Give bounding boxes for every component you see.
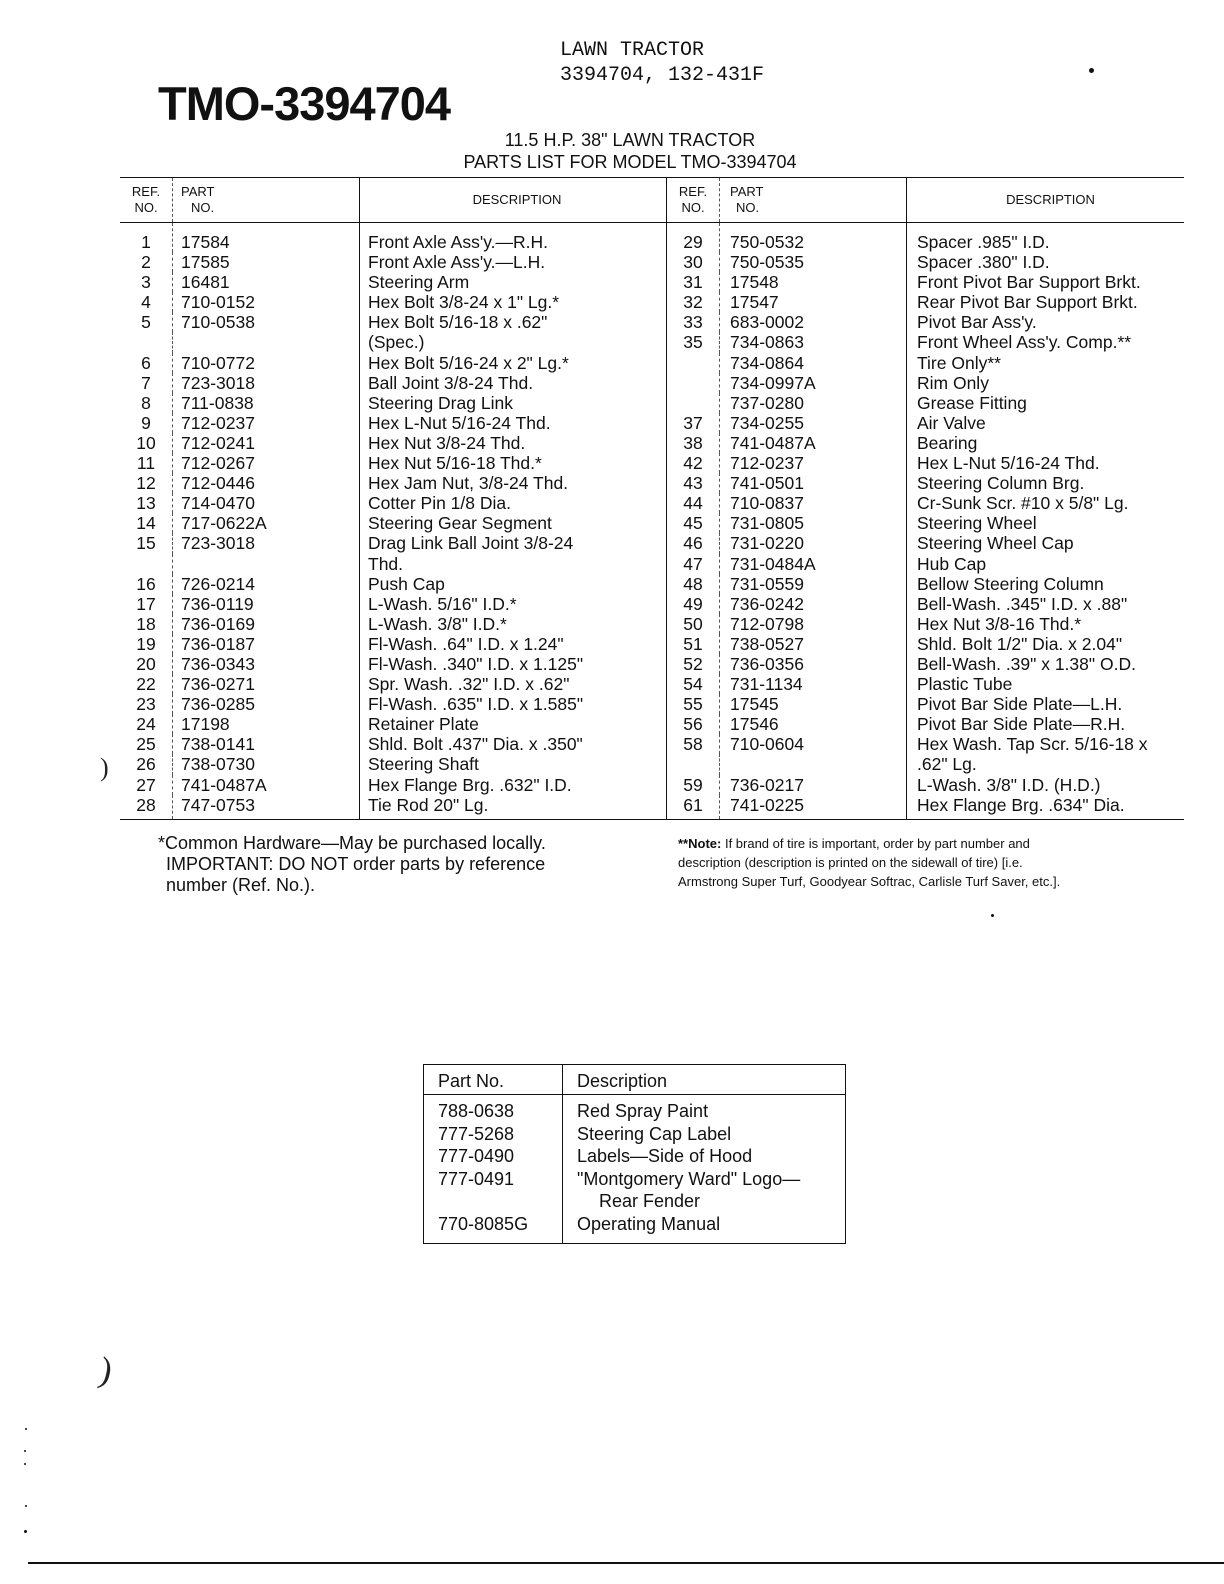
description-cell: Hex Nut 5/16-18 Thd.*: [360, 453, 667, 473]
ref-no-cell: 37: [667, 413, 720, 433]
ref-no-cell: 49: [667, 594, 720, 614]
part-no-cell: 17584: [173, 223, 360, 253]
description-cell: Spr. Wash. .32" I.D. x .62": [360, 674, 667, 694]
table-row: [424, 1123, 846, 1146]
ref-no-cell: 46: [667, 533, 720, 553]
ref-no-cell: 55: [667, 694, 720, 714]
ref-no-cell: 19: [120, 634, 173, 654]
table-row: [120, 493, 1184, 513]
ref-no-cell: 51: [667, 634, 720, 654]
description-cell: Hex L-Nut 5/16-24 Thd.: [917, 453, 1100, 474]
description-cell: Bell-Wash. .345" I.D. x .88": [917, 593, 1128, 614]
part-no-cell: 710-0152: [173, 292, 360, 312]
description-cell: L-Wash. 3/8" I.D.*: [360, 614, 667, 634]
table-row: [424, 1145, 846, 1168]
part-no-cell: 711-0838: [173, 393, 360, 413]
ref-no-cell: 24: [120, 714, 173, 734]
table-row: [120, 654, 1184, 674]
part-no-cell: 736-0356: [720, 654, 907, 674]
description-cell: Hex Jam Nut, 3/8-24 Thd.: [360, 473, 667, 493]
description-cell: Rim Only: [917, 372, 989, 393]
ref-no-cell: 28: [120, 795, 173, 820]
table-row: [120, 223, 1184, 253]
note-left-line-1: *Common Hardware—May be purchased locally.: [158, 833, 546, 853]
part-no-cell: 726-0214: [173, 574, 360, 594]
tire-brand-note: [678, 834, 1158, 891]
note-right-text-1: If brand of tire is important, order by part number and: [721, 836, 1030, 851]
description-cell: Rear Pivot Bar Support Brkt.: [917, 292, 1138, 313]
description-cell: [563, 1145, 846, 1168]
part-no-cell: 734-0863: [720, 332, 907, 352]
table-row: [120, 332, 1184, 352]
additional-parts-header: [424, 1065, 846, 1095]
part-no-cell: 736-0217: [720, 775, 907, 795]
model-type-line: [560, 38, 764, 88]
part-no-cell: 738-0730: [173, 754, 360, 774]
note-right-line-1: [678, 834, 1158, 853]
table-row: [424, 1095, 846, 1123]
description-cell: [563, 1095, 846, 1123]
description-cell: Front Wheel Ass'y. Comp.**: [917, 332, 1132, 353]
description-column-header: Description: [563, 1065, 846, 1095]
ref-no-cell: 43: [667, 473, 720, 493]
part-no-cell: 738-0141: [173, 734, 360, 754]
ref-no-cell: 27: [120, 775, 173, 795]
parts-table-header: [120, 178, 1184, 223]
table-row: [120, 513, 1184, 533]
part-no-cell: 741-0487A: [173, 775, 360, 795]
speck-mark: [25, 1428, 27, 1430]
description-cell: Fl-Wash. .635" I.D. x 1.585": [360, 694, 667, 714]
description-line: Operating Manual: [577, 1213, 721, 1234]
margin-mark: ): [95, 1349, 117, 1391]
description-cell: Thd.: [360, 554, 667, 574]
table-row: [120, 795, 1184, 820]
description-cell: Fl-Wash. .64" I.D. x 1.24": [360, 634, 667, 654]
description-header-2: DESCRIPTION: [907, 178, 1185, 223]
description-cell: Bellow Steering Column: [917, 573, 1104, 594]
part-no-cell: 723-3018: [173, 533, 360, 553]
description-line: Labels—Side of Hood: [577, 1146, 753, 1166]
common-hardware-note: [158, 833, 628, 896]
description-cell: Steering Column Brg.: [917, 473, 1085, 494]
part-no-cell: 712-0798: [720, 614, 907, 634]
ref-no-cell: 13: [120, 493, 173, 513]
description-cell: Hex L-Nut 5/16-24 Thd.: [360, 413, 667, 433]
description-header: DESCRIPTION: [360, 178, 667, 223]
part-no-cell: 737-0280: [720, 393, 907, 413]
description-cell: Spacer .985" I.D.: [917, 232, 1050, 252]
ref-no-cell: 6: [120, 353, 173, 373]
description-cell: Plastic Tube: [917, 674, 1013, 695]
ref-no-cell: 56: [667, 714, 720, 734]
part-header-2-line-2: NO.: [736, 200, 760, 215]
description-cell: Fl-Wash. .340" I.D. x 1.125": [360, 654, 667, 674]
description-cell: Hex Wash. Tap Scr. 5/16-18 x: [917, 734, 1148, 755]
heading-line-2: PARTS LIST FOR MODEL TMO-3394704: [463, 152, 797, 172]
ref-no-cell: 22: [120, 674, 173, 694]
ref-no-cell: [120, 332, 173, 352]
part-no-cell: 17198: [173, 714, 360, 734]
ref-no-cell: 26: [120, 754, 173, 774]
ref-no-cell: 3: [120, 272, 173, 292]
table-row: [120, 453, 1184, 473]
ref-header-line-2: NO.: [134, 200, 158, 215]
description-cell: [563, 1123, 846, 1146]
ref-no-cell: 47: [667, 554, 720, 574]
description-cell: Pivot Bar Ass'y.: [917, 312, 1037, 333]
ref-no-cell: 2: [120, 252, 173, 272]
description-cell: Bell-Wash. .39" x 1.38" O.D.: [917, 653, 1136, 674]
table-row: [120, 775, 1184, 795]
part-no-header: [173, 178, 360, 223]
description-line: Red Spray Paint: [577, 1101, 709, 1121]
part-no-cell: 712-0237: [720, 453, 907, 473]
table-row: [120, 533, 1184, 553]
ref-no-cell: 1: [120, 223, 173, 253]
parts-table-body: [120, 223, 1184, 820]
part-no-header-2: [720, 178, 907, 223]
part-no-cell: [720, 754, 907, 774]
ref-header-2-line-2: NO.: [681, 200, 705, 215]
table-row: [120, 594, 1184, 614]
ref-no-cell: 35: [667, 332, 720, 352]
table-row: [120, 292, 1184, 312]
description-cell: Push Cap: [360, 574, 667, 594]
ref-no-cell: 12: [120, 473, 173, 493]
table-row: [120, 353, 1184, 373]
part-no-cell: 736-0242: [720, 594, 907, 614]
part-no-cell: 747-0753: [173, 795, 360, 820]
ref-no-cell: 18: [120, 614, 173, 634]
note-left-line-2: IMPORTANT: DO NOT order parts by reference: [166, 854, 546, 874]
table-row: [120, 473, 1184, 493]
description-cell: Cr-Sunk Scr. #10 x 5/8" Lg.: [917, 493, 1129, 514]
description-cell: Spacer .380" I.D.: [917, 252, 1050, 273]
part-no-cell: 736-0119: [173, 594, 360, 614]
table-row: [120, 554, 1184, 574]
ref-no-cell: 17: [120, 594, 173, 614]
description-cell: Hex Flange Brg. .634" Dia.: [917, 794, 1125, 815]
part-no-cell: 723-3018: [173, 373, 360, 393]
table-row: [120, 393, 1184, 413]
description-cell: Hex Bolt 3/8-24 x 1" Lg.*: [360, 292, 667, 312]
description-cell: L-Wash. 3/8" I.D. (H.D.): [917, 774, 1101, 795]
speck-mark: [24, 1450, 26, 1452]
part-no-cell: 741-0225: [720, 795, 907, 820]
part-no-cell: 710-0772: [173, 353, 360, 373]
part-no-cell: [173, 332, 360, 352]
bottom-rule: [28, 1562, 1224, 1564]
model-number: TMO-3394704: [158, 77, 451, 130]
part-no-cell: 777-0491: [424, 1168, 563, 1213]
speck-mark: [991, 914, 994, 917]
part-no-cell: 731-0484A: [720, 554, 907, 574]
ref-no-cell: 7: [120, 373, 173, 393]
ref-no-header-2: [667, 178, 720, 223]
description-cell: Hex Bolt 5/16-18 x .62": [360, 312, 667, 332]
ref-no-cell: 50: [667, 614, 720, 634]
part-no-cell: 710-0538: [173, 312, 360, 332]
part-no-cell: 736-0187: [173, 634, 360, 654]
description-cell: .62" Lg.: [917, 754, 977, 775]
part-no-cell: 17548: [720, 272, 907, 292]
speck-mark: [1089, 68, 1094, 73]
part-header-line-2: NO.: [191, 200, 215, 215]
table-row: [120, 373, 1184, 393]
table-row: [120, 312, 1184, 332]
ref-no-cell: 10: [120, 433, 173, 453]
ref-no-cell: 15: [120, 533, 173, 553]
ref-no-cell: 5: [120, 312, 173, 332]
part-no-cell: 710-0837: [720, 493, 907, 513]
table-row: [120, 614, 1184, 634]
ref-no-cell: 11: [120, 453, 173, 473]
part-no-cell: 770-8085G: [424, 1213, 563, 1244]
part-no-cell: 736-0285: [173, 694, 360, 714]
part-no-cell: [173, 554, 360, 574]
description-cell: Steering Gear Segment: [360, 513, 667, 533]
part-no-cell: 712-0267: [173, 453, 360, 473]
part-no-cell: 741-0501: [720, 473, 907, 493]
ref-no-header: [120, 178, 173, 223]
ref-no-cell: 61: [667, 795, 720, 820]
description-cell: Ball Joint 3/8-24 Thd.: [360, 373, 667, 393]
description-cell: Drag Link Ball Joint 3/8-24: [360, 533, 667, 553]
ref-no-cell: [667, 353, 720, 373]
ref-no-cell: [667, 754, 720, 774]
table-row: [120, 413, 1184, 433]
part-no-cell: 712-0237: [173, 413, 360, 433]
description-cell: Pivot Bar Side Plate—R.H.: [917, 714, 1126, 735]
description-cell: Hex Flange Brg. .632" I.D.: [360, 775, 667, 795]
part-no-cell: 17546: [720, 714, 907, 734]
part-no-cell: 734-0997A: [720, 373, 907, 393]
table-row: [120, 694, 1184, 714]
part-no-cell: 731-1134: [720, 674, 907, 694]
ref-no-cell: 48: [667, 574, 720, 594]
ref-header-2-line-1: REF.: [678, 184, 708, 199]
note-label: **Note:: [678, 836, 722, 851]
part-header-line-1: PART: [181, 184, 215, 199]
description-cell: Hub Cap: [917, 553, 987, 574]
type-line-2: 3394704, 132-431F: [560, 64, 765, 87]
description-cell: Hex Bolt 5/16-24 x 2" Lg.*: [360, 353, 667, 373]
part-no-cell: 736-0169: [173, 614, 360, 634]
type-line-1: LAWN TRACTOR: [560, 39, 705, 62]
part-no-cell: 750-0532: [720, 223, 907, 253]
part-no-cell: 777-0490: [424, 1145, 563, 1168]
table-row: [120, 634, 1184, 654]
note-right-line-3: Armstrong Super Turf, Goodyear Softrac, Carlisle Turf Saver, etc.].: [678, 874, 1061, 889]
ref-no-cell: [667, 373, 720, 393]
additional-parts-table: [423, 1064, 846, 1244]
note-right-line-2: description (description is printed on the sidewall of tire) [i.e.: [678, 855, 1023, 870]
description-line: "Montgomery Ward" Logo—: [577, 1168, 801, 1189]
part-no-cell: 17545: [720, 694, 907, 714]
table-row: [424, 1168, 846, 1213]
ref-no-cell: 23: [120, 694, 173, 714]
part-no-cell: 736-0271: [173, 674, 360, 694]
description-cell: Bearing: [917, 432, 978, 453]
table-row: [120, 574, 1184, 594]
description-cell: [563, 1213, 846, 1244]
description-line: Steering Cap Label: [577, 1123, 732, 1144]
description-cell: Shld. Bolt 1/2" Dia. x 2.04": [917, 633, 1123, 654]
additional-parts-body: [424, 1095, 846, 1244]
ref-no-cell: [120, 554, 173, 574]
description-cell: Steering Shaft: [360, 754, 667, 774]
part-no-cell: 714-0470: [173, 493, 360, 513]
ref-no-cell: 25: [120, 734, 173, 754]
part-no-cell: 731-0559: [720, 574, 907, 594]
ref-no-cell: 4: [120, 292, 173, 312]
part-no-cell: 17547: [720, 292, 907, 312]
description-cell: Air Valve: [917, 412, 986, 433]
description-cell: Retainer Plate: [360, 714, 667, 734]
ref-no-cell: 52: [667, 654, 720, 674]
table-row: [120, 433, 1184, 453]
description-cell: Front Axle Ass'y.—L.H.: [360, 252, 667, 272]
ref-no-cell: 45: [667, 513, 720, 533]
table-row: [120, 272, 1184, 292]
ref-no-cell: 58: [667, 734, 720, 754]
table-row: [120, 252, 1184, 272]
part-no-cell: 734-0255: [720, 413, 907, 433]
ref-no-cell: 29: [667, 223, 720, 253]
part-no-cell: 712-0241: [173, 433, 360, 453]
part-no-cell: 750-0535: [720, 252, 907, 272]
part-no-cell: 741-0487A: [720, 433, 907, 453]
description-cell: Hex Nut 3/8-16 Thd.*: [917, 613, 1082, 634]
description-cell: L-Wash. 5/16" I.D.*: [360, 594, 667, 614]
ref-no-cell: [667, 393, 720, 413]
part-header-2-line-1: PART: [730, 184, 764, 199]
ref-no-cell: 31: [667, 272, 720, 292]
description-cell: Hex Nut 3/8-24 Thd.: [360, 433, 667, 453]
ref-no-cell: 14: [120, 513, 173, 533]
description-line-continued: Rear Fender: [599, 1191, 701, 1211]
table-row: [424, 1213, 846, 1244]
speck-mark: [25, 1505, 27, 1507]
heading-line-1: 11.5 H.P. 38" LAWN TRACTOR: [504, 130, 756, 150]
parts-table: [120, 177, 1184, 820]
note-left-line-3: number (Ref. No.).: [166, 875, 316, 895]
ref-no-cell: 16: [120, 574, 173, 594]
ref-no-cell: 9: [120, 413, 173, 433]
description-cell: (Spec.): [360, 332, 667, 352]
ref-no-cell: 42: [667, 453, 720, 473]
description-cell: Tire Only**: [917, 352, 1001, 373]
speck-mark: [24, 1463, 26, 1465]
table-row: [120, 734, 1184, 754]
part-no-cell: 738-0527: [720, 634, 907, 654]
description-cell: Cotter Pin 1/8 Dia.: [360, 493, 667, 513]
table-row: [120, 674, 1184, 694]
description-cell: Steering Wheel Cap: [917, 533, 1074, 554]
ref-no-cell: 59: [667, 775, 720, 795]
part-no-cell: 731-0805: [720, 513, 907, 533]
description-cell: Steering Wheel: [917, 513, 1037, 534]
description-cell: Pivot Bar Side Plate—L.H.: [917, 694, 1123, 715]
part-no-cell: 777-5268: [424, 1123, 563, 1146]
margin-mark: ): [100, 753, 109, 782]
part-no-cell: 717-0622A: [173, 513, 360, 533]
part-no-cell: 788-0638: [424, 1095, 563, 1123]
part-no-cell: 731-0220: [720, 533, 907, 553]
ref-no-cell: 20: [120, 654, 173, 674]
description-cell: Tie Rod 20" Lg.: [360, 795, 667, 820]
part-no-column-header: Part No.: [424, 1065, 563, 1095]
ref-no-cell: 8: [120, 393, 173, 413]
description-cell: Steering Drag Link: [360, 393, 667, 413]
part-no-cell: 736-0343: [173, 654, 360, 674]
description-cell: Front Pivot Bar Support Brkt.: [917, 272, 1141, 293]
parts-list-heading: [420, 129, 840, 173]
ref-header-line-1: REF.: [131, 184, 161, 199]
ref-no-cell: 30: [667, 252, 720, 272]
ref-no-cell: 38: [667, 433, 720, 453]
part-no-cell: 734-0864: [720, 353, 907, 373]
ref-no-cell: 54: [667, 674, 720, 694]
part-no-cell: 683-0002: [720, 312, 907, 332]
part-no-cell: 16481: [173, 272, 360, 292]
description-cell: Shld. Bolt .437" Dia. x .350": [360, 734, 667, 754]
ref-no-cell: 32: [667, 292, 720, 312]
description-cell: [563, 1168, 846, 1213]
description-cell: Front Axle Ass'y.—R.H.: [360, 223, 667, 253]
description-cell: Steering Arm: [360, 272, 667, 292]
part-no-cell: 17585: [173, 252, 360, 272]
ref-no-cell: 33: [667, 312, 720, 332]
ref-no-cell: 44: [667, 493, 720, 513]
part-no-cell: 712-0446: [173, 473, 360, 493]
part-no-cell: 710-0604: [720, 734, 907, 754]
speck-mark: [24, 1530, 27, 1533]
table-row: [120, 754, 1184, 774]
table-row: [120, 714, 1184, 734]
description-cell: Grease Fitting: [917, 392, 1027, 413]
